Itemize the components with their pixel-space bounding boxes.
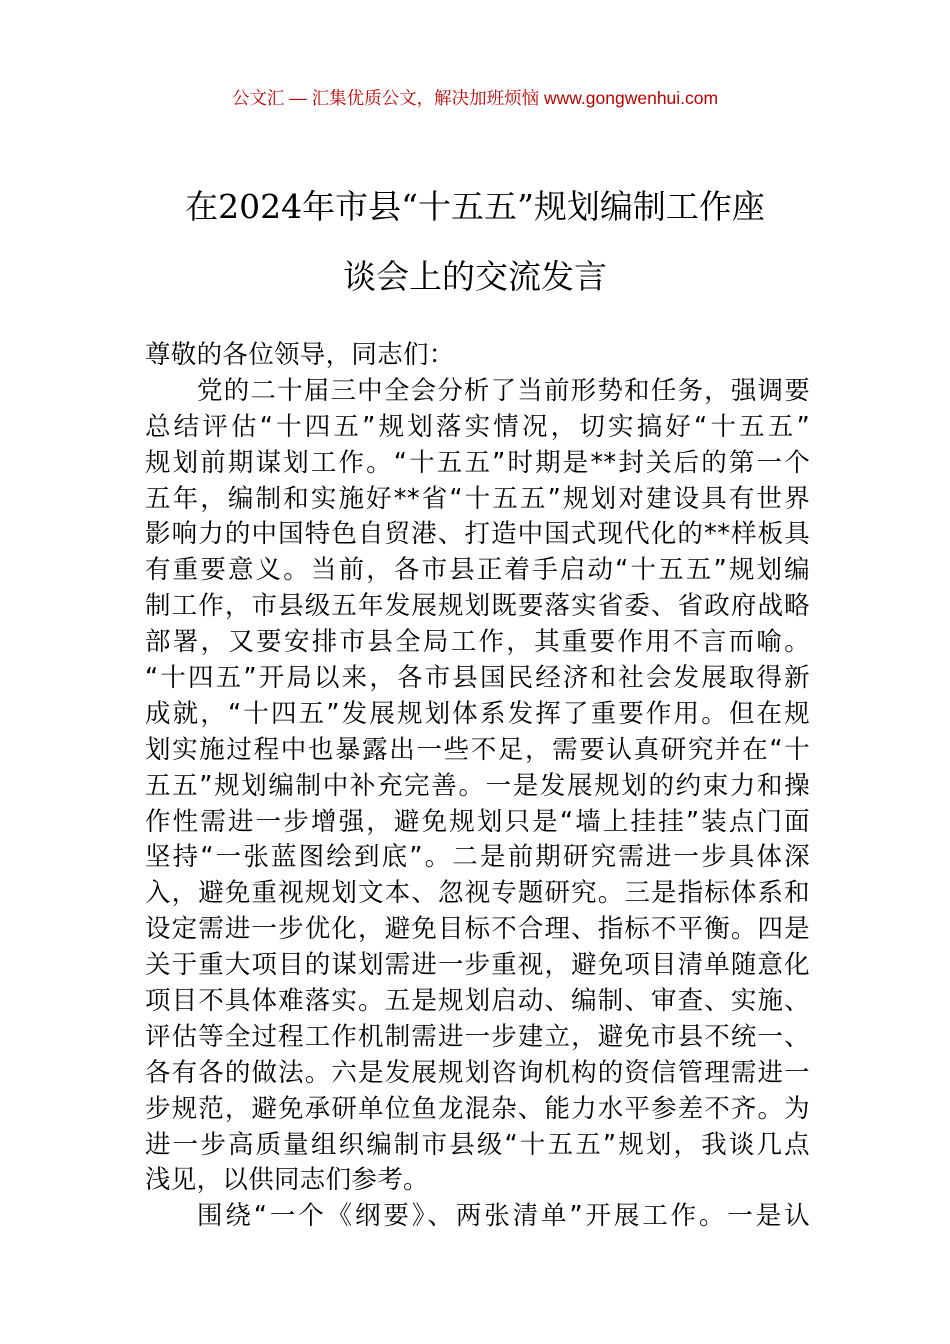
paragraph-line: 各有各的做法。六是发展规划咨询机构的资信管理需进一 xyxy=(145,1057,810,1088)
paragraph-1 xyxy=(145,374,810,1199)
paragraph-line: 入，避免重视规划文本、忽视专题研究。三是指标体系和 xyxy=(145,878,810,909)
paragraph-line: 党的二十届三中全会分析了当前形势和任务，强调要 xyxy=(197,375,810,406)
paragraph-line: 影响力的中国特色自贸港、打造中国式现代化的**样板具 xyxy=(145,519,810,550)
paragraph-line: 部署，又要安排市县全局工作，其重要作用不言而喻。 xyxy=(145,627,810,658)
title-line-1: 在2024年市县“十五五”规划编制工作座 xyxy=(185,187,765,226)
paragraph-line: 围绕“一个《纲要》、两张清单”开展工作。一是认 xyxy=(197,1201,810,1232)
paragraph-line: 作性需进一步增强，避免规划只是“墙上挂挂”装点门面 xyxy=(145,806,810,837)
paragraph-line: 规划前期谋划工作。“十五五”时期是**封关后的第一个 xyxy=(145,447,810,478)
title-line-2: 谈会上的交流发言 xyxy=(343,257,607,296)
header-banner: 公文汇 — 汇集优质公文，解决加班烦恼 www.gongwenhui.com xyxy=(231,88,719,108)
paragraph-line: 步规范，避免承研单位鱼龙混杂、能力水平参差不齐。为 xyxy=(145,1093,810,1124)
paragraph-line: 总结评估“十四五”规划落实情况，切实搞好“十五五” xyxy=(145,411,810,442)
paragraph-line: 有重要意义。当前，各市县正着手启动“十五五”规划编 xyxy=(145,555,810,586)
paragraph-line: 设定需进一步优化，避免目标不合理、指标不平衡。四是 xyxy=(145,914,810,945)
salutation: 尊敬的各位领导，同志们： xyxy=(145,340,455,370)
paragraph-line: 项目不具体难落实。五是规划启动、编制、审查、实施、 xyxy=(145,986,810,1017)
paragraph-line: 成就，“十四五”发展规划体系发挥了重要作用。但在规 xyxy=(145,698,810,729)
paragraph-line: 五五”规划编制中补充完善。一是发展规划的约束力和操 xyxy=(145,770,810,801)
document-body xyxy=(145,338,810,1235)
paragraph-line: 制工作，市县级五年发展规划既要落实省委、省政府战略 xyxy=(145,591,810,622)
paragraph-line: 五年，编制和实施好**省“十五五”规划对建设具有世界 xyxy=(145,483,810,514)
document-title xyxy=(0,172,950,312)
paragraph-line: 评估等全过程工作机制需进一步建立，避免市县不统一、 xyxy=(145,1021,810,1052)
paragraph-line: 划实施过程中也暴露出一些不足，需要认真研究并在“十 xyxy=(145,734,810,765)
paragraph-line: 关于重大项目的谋划需进一步重视，避免项目清单随意化 xyxy=(145,950,810,981)
paragraph-2 xyxy=(145,1199,810,1235)
paragraph-line: “十四五”开局以来，各市县国民经济和社会发展取得新 xyxy=(145,663,810,694)
paragraph-line: 浅见，以供同志们参考。 xyxy=(145,1165,429,1196)
paragraph-line: 坚持“一张蓝图绘到底”。二是前期研究需进一步具体深 xyxy=(145,842,810,873)
paragraph-line: 进一步高质量组织编制市县级“十五五”规划，我谈几点 xyxy=(145,1129,810,1160)
